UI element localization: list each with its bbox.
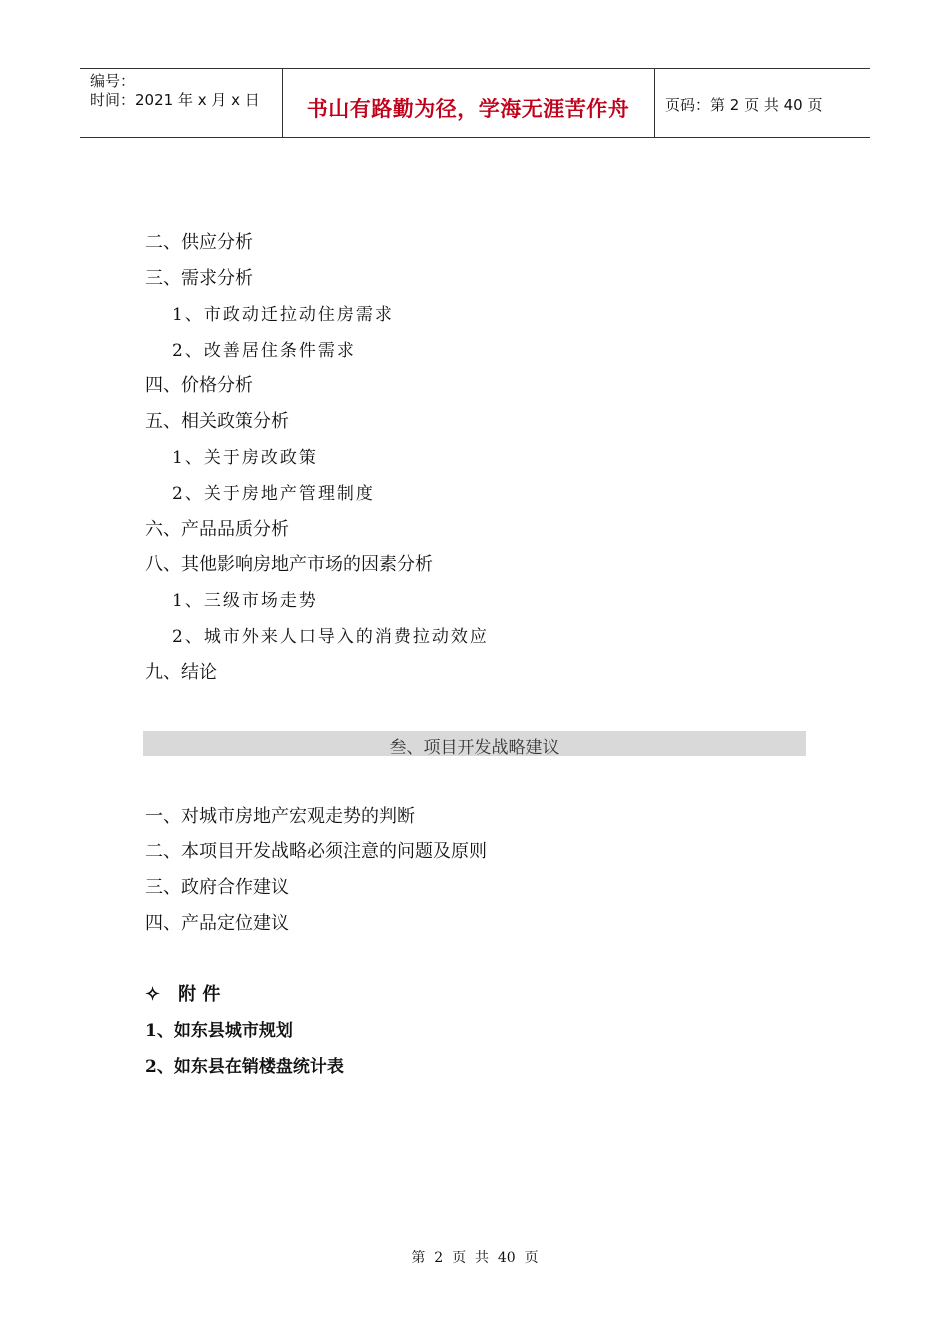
outline-item: 三、政府合作建议 [145,877,289,898]
appendix-title: ✧ 附 件 [145,984,221,1005]
appendix-item: 1、如东县城市规划 [145,1021,293,1041]
section-heading: 叁、项目开发战略建议 [389,738,560,758]
outline-subitem: 2、关于房地产管理制度 [172,484,375,504]
outline-item: 二、本项目开发战略必须注意的问题及原则 [145,841,487,862]
section-heading-band [143,731,806,756]
header-right-cell [655,69,870,137]
time-label: 时间：2021 年 x 月 x 日 [90,91,260,109]
outline-subitem: 2、改善居住条件需求 [172,341,356,361]
outline-item: 九、结论 [145,662,217,683]
outline-item: 八、其他影响房地产市场的因素分析 [145,554,433,575]
header-middle-cell [282,69,655,137]
outline-item: 六、产品品质分析 [145,519,289,540]
appendix-item: 2、如东县在销楼盘统计表 [145,1057,344,1077]
outline-subitem: 1、市政动迁拉动住房需求 [172,305,394,325]
outline-subitem: 1、三级市场走势 [172,591,318,611]
header-left-cell [80,69,283,137]
page-footer: 第 2 页 共 40 页 [411,1250,539,1266]
page-header [80,68,870,138]
outline-item: 四、产品定位建议 [145,913,289,934]
header-motto: 书山有路勤为径，学海无涯苦作舟 [306,97,630,121]
header-page-info: 页码：第 2 页 共 40 页 [665,96,823,114]
outline-subitem: 2、城市外来人口导入的消费拉动效应 [172,627,489,647]
outline-item: 四、价格分析 [145,375,253,396]
outline-item: 五、相关政策分析 [145,411,289,432]
outline-item: 一、对城市房地产宏观走势的判断 [145,806,415,827]
outline-item: 三、需求分析 [145,268,253,289]
outline-item: 二、供应分析 [145,232,253,253]
outline-subitem: 1、关于房改政策 [172,448,318,468]
number-label: 编号： [90,72,136,90]
